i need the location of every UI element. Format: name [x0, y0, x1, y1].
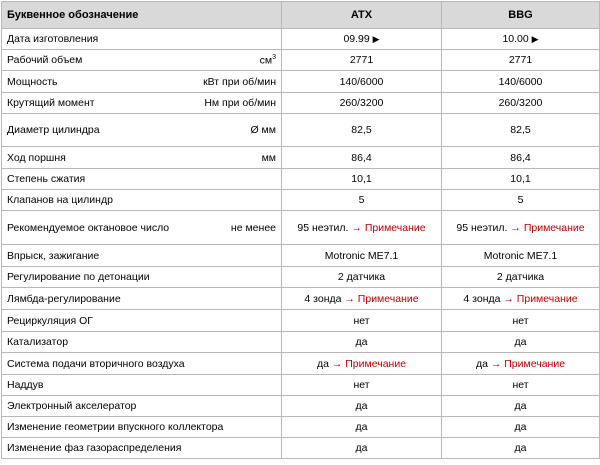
value-text: 140/6000	[498, 75, 543, 88]
value-text: нет	[512, 314, 529, 327]
table-row	[2, 417, 600, 438]
bbg-value-cell	[442, 310, 600, 332]
table-row	[2, 310, 600, 332]
bbg-value-cell	[442, 353, 600, 375]
param-name: Катализатор	[7, 336, 69, 348]
value-text: 10,1	[351, 173, 372, 185]
value-text: 82,5	[510, 124, 531, 136]
value-text: да	[514, 421, 527, 433]
param-name: Рабочий объем	[7, 53, 83, 66]
value-text: да	[355, 400, 368, 412]
row-label-cell	[2, 310, 282, 332]
row-label-cell	[2, 396, 282, 417]
atx-value-cell	[282, 332, 442, 353]
param-name: Система подачи вторичного воздуха	[7, 357, 185, 370]
atx-value-cell	[282, 147, 442, 169]
note-link[interactable]: → Примечание	[503, 292, 578, 305]
value-text: нет	[353, 314, 370, 327]
note-link[interactable]: → Примечание	[351, 221, 426, 234]
value-text: 86,4	[351, 151, 372, 164]
value-text: 09.99	[343, 33, 370, 45]
atx-value-cell	[282, 211, 442, 245]
param-unit: мм	[261, 151, 276, 164]
value-text: 260/3200	[498, 97, 543, 109]
table-row	[2, 332, 600, 353]
bbg-value-cell	[442, 50, 600, 71]
param-name: Впрыск, зажигание	[7, 249, 100, 262]
row-label-cell	[2, 211, 282, 245]
row-label-cell	[2, 147, 282, 169]
table-row	[2, 147, 600, 169]
param-name: Наддув	[7, 379, 44, 391]
value-text: 2 датчика	[496, 271, 545, 283]
bbg-value-cell	[442, 147, 600, 169]
value-text: 95 неэтил.	[297, 221, 349, 234]
table-header-row	[2, 2, 600, 29]
header-designation: Буквенное обозначение	[2, 2, 282, 29]
value-text: 5	[517, 194, 524, 206]
bbg-value-cell	[442, 245, 600, 267]
value-text: 2771	[508, 54, 533, 66]
param-name: Степень сжатия	[7, 173, 86, 185]
value-text: да	[355, 336, 368, 348]
value-text: 86,4	[510, 151, 531, 164]
param-name: Клапанов на цилиндр	[7, 194, 113, 206]
value-text: 2 датчика	[337, 271, 386, 283]
table-row	[2, 169, 600, 190]
row-label-cell	[2, 332, 282, 353]
param-name: Рекомендуемое октановое число	[7, 221, 170, 234]
atx-value-cell	[282, 71, 442, 93]
value-text: да	[355, 421, 368, 433]
param-unit: Нм при об/мин	[204, 97, 276, 109]
table-row	[2, 353, 600, 375]
param-name: Ход поршня	[7, 151, 66, 164]
row-label-cell	[2, 190, 282, 211]
bbg-value-cell	[442, 396, 600, 417]
value-text: 140/6000	[339, 75, 384, 88]
value-text: нет	[353, 379, 370, 391]
bbg-value-cell	[442, 190, 600, 211]
param-name: Дата изготовления	[7, 33, 99, 45]
row-label-cell	[2, 29, 282, 50]
param-name: Лямбда-регулирование	[7, 292, 121, 305]
table-row	[2, 245, 600, 267]
param-name: Рециркуляция ОГ	[7, 314, 93, 327]
bbg-value-cell	[442, 267, 600, 288]
bbg-value-cell	[442, 417, 600, 438]
row-label-cell	[2, 353, 282, 375]
value-text: да	[475, 357, 488, 370]
atx-value-cell	[282, 29, 442, 50]
table-row	[2, 190, 600, 211]
atx-value-cell	[282, 310, 442, 332]
bbg-value-cell	[442, 114, 600, 147]
value-text: 95 неэтил.	[456, 221, 508, 234]
param-name: Изменение геометрии впускного коллектора	[7, 421, 224, 433]
bbg-value-cell	[442, 332, 600, 353]
param-unit: Ø мм	[250, 124, 276, 136]
param-name: Регулирование по детонации	[7, 271, 150, 283]
row-label-cell	[2, 438, 282, 459]
atx-value-cell	[282, 396, 442, 417]
value-text: да	[514, 336, 527, 348]
param-unit: $см^3$	[259, 53, 276, 67]
table-row	[2, 114, 600, 147]
bbg-value-cell	[442, 169, 600, 190]
param-unit: не менее	[230, 221, 276, 234]
param-name: Изменение фаз газораспределения	[7, 442, 182, 454]
value-text: 5	[358, 194, 365, 206]
value-text: да	[514, 442, 527, 454]
value-text: Motronic ME7.1	[483, 249, 558, 262]
table-row	[2, 71, 600, 93]
value-text: 10,1	[510, 173, 531, 185]
bbg-value-cell	[442, 375, 600, 396]
bbg-value-cell	[442, 211, 600, 245]
row-label-cell	[2, 267, 282, 288]
table-row	[2, 267, 600, 288]
unit-superscript: 3	[272, 53, 276, 61]
table-row	[2, 93, 600, 114]
atx-value-cell	[282, 50, 442, 71]
param-name: Крутящий момент	[7, 97, 95, 109]
note-link[interactable]: → Примечание	[344, 292, 419, 305]
table-row	[2, 50, 600, 71]
value-text: 4 зонда	[463, 292, 501, 305]
value-text: 4 зонда	[304, 292, 342, 305]
header-bbg: BBG	[442, 2, 600, 29]
atx-value-cell	[282, 417, 442, 438]
value-text: да	[514, 400, 527, 412]
bbg-value-cell	[442, 288, 600, 310]
param-unit: кВт при об/мин	[203, 75, 276, 88]
atx-value-cell	[282, 190, 442, 211]
value-text: 260/3200	[339, 97, 384, 109]
atx-value-cell	[282, 288, 442, 310]
atx-value-cell	[282, 169, 442, 190]
note-link[interactable]: → Примечание	[490, 357, 566, 370]
bbg-value-cell	[442, 71, 600, 93]
row-label-cell	[2, 288, 282, 310]
note-link[interactable]: → Примечание	[510, 221, 585, 234]
atx-value-cell	[282, 438, 442, 459]
atx-value-cell	[282, 353, 442, 375]
atx-value-cell	[282, 267, 442, 288]
table-row	[2, 396, 600, 417]
table-row	[2, 29, 600, 50]
value-text: да	[316, 357, 329, 370]
bbg-value-cell	[442, 29, 600, 50]
param-name: Электронный акселератор	[7, 400, 137, 412]
value-text: Motronic ME7.1	[324, 249, 399, 262]
value-text: да	[355, 442, 368, 454]
row-label-cell	[2, 245, 282, 267]
table-row	[2, 438, 600, 459]
atx-value-cell	[282, 375, 442, 396]
param-name: Диаметр цилиндра	[7, 124, 100, 136]
row-label-cell	[2, 93, 282, 114]
bbg-value-cell	[442, 438, 600, 459]
value-text: 10.00	[502, 33, 529, 45]
note-link[interactable]: → Примечание	[331, 357, 407, 370]
play-arrow-icon: ▶	[372, 34, 380, 44]
row-label-cell	[2, 169, 282, 190]
row-label-cell	[2, 114, 282, 147]
atx-value-cell	[282, 245, 442, 267]
bbg-value-cell	[442, 93, 600, 114]
row-label-cell	[2, 71, 282, 93]
header-atx: ATX	[282, 2, 442, 29]
row-label-cell	[2, 417, 282, 438]
param-name: Мощность	[7, 75, 58, 88]
table-row	[2, 288, 600, 310]
row-label-cell	[2, 50, 282, 71]
table-row	[2, 211, 600, 245]
play-arrow-icon: ▶	[531, 34, 539, 44]
engine-spec-table	[1, 1, 600, 459]
value-text: 82,5	[351, 124, 372, 136]
value-text: 2771	[349, 54, 374, 66]
atx-value-cell	[282, 114, 442, 147]
table-row	[2, 375, 600, 396]
row-label-cell	[2, 375, 282, 396]
value-text: нет	[512, 379, 529, 391]
atx-value-cell	[282, 93, 442, 114]
